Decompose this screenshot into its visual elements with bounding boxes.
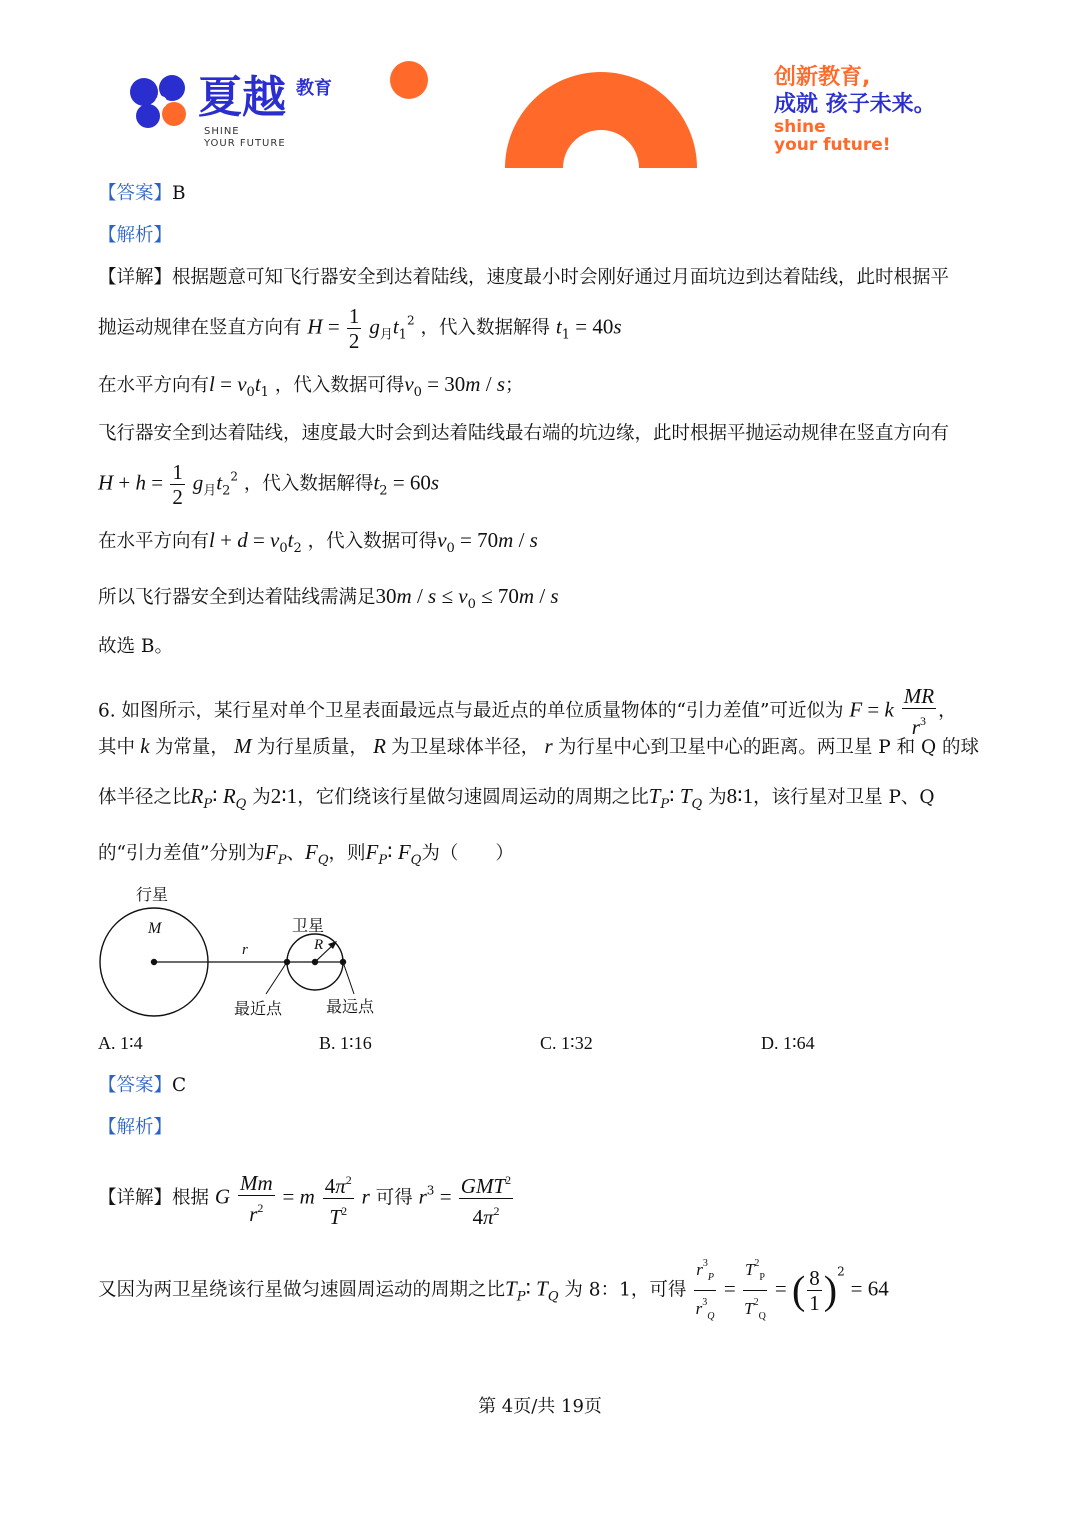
text: ，代入数据解得	[420, 317, 550, 339]
text: 为	[708, 787, 727, 808]
text: 为（ ）	[421, 843, 514, 864]
answer-value: B	[172, 183, 186, 204]
text: 根据	[172, 1187, 210, 1209]
fraction: $\frac{8}{1}$	[809, 1266, 820, 1315]
text: 在水平方向有	[98, 531, 210, 552]
text: 为	[252, 787, 271, 808]
q6-answer-line	[98, 1074, 186, 1098]
slogan-line1: 创新教育,	[774, 65, 871, 90]
text: 其中	[98, 737, 136, 758]
q5-detail-line5: H + h = $\frac{1}{2}$ $g_月t_2^2$ ，代入数据解得$t_2 = 60s$	[98, 460, 440, 509]
logo-text: 夏越	[198, 72, 286, 123]
satellite-label: 卫星	[292, 916, 325, 935]
moon-sub: 月	[379, 327, 393, 343]
option-c: C. 1∶32	[540, 1033, 593, 1053]
option-d: D. 1∶64	[761, 1033, 815, 1053]
q5-detail-line4	[98, 422, 949, 446]
text: 为 8：1，可得	[564, 1279, 687, 1301]
slogan	[774, 64, 974, 154]
option-a: A. 1∶4	[98, 1033, 143, 1053]
fraction: $\frac{1}{2}$	[172, 460, 183, 509]
slogan-line4: your future!	[774, 135, 891, 155]
text: 为行星质量，	[256, 737, 368, 758]
text: 可得	[375, 1187, 413, 1209]
q6-stem-line1: 6. 如图所示，某行星对单个卫星表面最远点与最近点的单位质量物体的“引力差值”可近似为 F = k $\frac{MR}{r^3}$ ，	[98, 684, 957, 739]
text: 为卫星球体半径，	[391, 737, 540, 758]
detail-tag: 【详解】	[98, 1187, 173, 1209]
radius-label: R	[314, 937, 324, 953]
q6-stem-line4: 的“引力差值”分别为$F_P$、$F_Q$，则$F_P∶$ $F_Q$为（ ）	[98, 840, 514, 868]
logo-en1: SHINE	[204, 126, 240, 137]
text: 的“引力差值”分别为	[98, 843, 265, 864]
q5-detail-line6: 在水平方向有$l + d = v_0t_2$ ，代入数据可得$v_0 = 70m / s$	[98, 528, 538, 556]
q6-stem-line2: 其中 k 为常量， M 为行星质量， R 为卫星球体半径， r 为行星中心到卫星中心的距离。两卫星 P 和 Q 的球	[98, 734, 980, 758]
text: 又因为两卫星绕该行星做匀速圆周运动的周期之比	[98, 1279, 506, 1301]
text: 在水平方向有	[98, 375, 210, 396]
q5-analysis-line	[98, 224, 172, 248]
text: 所以飞行器安全到达着陆线需满足	[98, 587, 376, 608]
header-banner	[0, 0, 1080, 180]
text: 为常量，	[154, 737, 229, 758]
slogan-line2: 成就 孩子未来。	[774, 92, 936, 117]
fraction: $\frac{r^3_P}{r^3_Q}$	[694, 1252, 716, 1329]
q6-stem-line3: 体半径之比$R_P∶$ $R_Q$ 为2∶1，它们绕该行星做匀速圆周运动的周期之比$T_P∶$ $T_Q$ 为8∶1，该行星对卫星 P、Q	[98, 784, 935, 812]
text: ，该行星对卫星 P、Q	[753, 787, 935, 808]
fraction: $\frac{MR}{r^3}$	[903, 684, 935, 739]
logo-sub: 教育	[296, 78, 332, 99]
text: ，代入数据解得	[243, 473, 374, 495]
planet-mass-label: M	[148, 920, 162, 937]
planet-satellite-diagram	[96, 880, 396, 1020]
option-b: B. 1∶16	[319, 1033, 372, 1053]
answer-value: C	[172, 1075, 187, 1096]
q5-detail-line1	[98, 266, 949, 290]
text: 飞行器安全到达着陆线，速度最大时会到达着陆线最右端的坑边缘，此时根据平抛运动规律在竖直方向有	[98, 423, 950, 444]
nearest-label: 最近点	[234, 999, 283, 1018]
text: 根据题意可知飞行器安全到达着陆线，速度最小时会刚好通过月面坑边到达着陆线，此时根据平	[172, 267, 950, 288]
q6-detail-line2: 又因为两卫星绕该行星做匀速圆周运动的周期之比$T_P∶$ $T_Q$ 为 8：1，可得 $\frac{r^3_P}{r^3_Q}$ = $\frac{T^2_P}{T^2_Q}$ = ( $\frac{8}{1}$ )$^2$ = 64	[98, 1252, 889, 1329]
text: 故选 B。	[98, 636, 173, 657]
brand-logo	[128, 72, 343, 152]
fraction: $\frac{GMT^2}{4\pi^2}$	[459, 1168, 513, 1229]
fraction: $\frac{4\pi^2}{T^2}$	[323, 1168, 354, 1229]
q6-detail-line1: 【详解】根据 G $\frac{Mm}{r^2}$ = m $\frac{4\pi^2}{T^2}$ r 可得 $r^3$ = $\frac{GMT^2}{4\pi^2}$	[98, 1168, 515, 1229]
text: 为行星中心到卫星中心的距离。两卫星 P 和 Q 的球	[557, 737, 980, 758]
text: 体半径之比	[98, 787, 191, 808]
q5-detail-line3: 在水平方向有$l = v_0t_1$ ，代入数据可得$v_0 = 30m / s$；	[98, 372, 524, 400]
farthest-leader	[343, 962, 354, 994]
q5-detail-line7: 所以飞行器安全到达着陆线需满足$30m / s \le v_0 \le 70m / s$	[98, 584, 559, 612]
text: ，代入数据可得	[307, 531, 438, 552]
fraction: $\frac{1}{2}$	[348, 304, 360, 353]
fraction: $\frac{T^2_P}{T^2_Q}$	[743, 1252, 767, 1329]
slogan-line3: shine	[774, 117, 826, 137]
farthest-label: 最远点	[326, 997, 375, 1016]
nearest-leader	[266, 962, 287, 994]
logo-en2: YOUR FUTURE	[204, 138, 286, 149]
q6-analysis-line	[98, 1116, 172, 1140]
q5-detail-line8	[98, 635, 173, 659]
text: ，代入数据可得	[274, 375, 405, 396]
analysis-tag: 【解析】	[98, 225, 173, 246]
moon-sub: 月	[203, 483, 217, 499]
formula: H	[307, 314, 323, 339]
text: 6. 如图所示，某行星对单个卫星表面最远点与最近点的单位质量物体的“引力差值”可近似为	[98, 700, 844, 722]
analysis-tag: 【解析】	[98, 1117, 173, 1138]
text: ，它们绕该行星做匀速圆周运动的周期之比	[297, 787, 649, 808]
text: ，则	[328, 843, 366, 864]
distance-label: r	[242, 942, 248, 958]
answer-tag: 【答案】	[98, 183, 173, 204]
q5-detail-line2: 抛运动规律在竖直方向有 H = $\frac{1}{2}$ $g_月t_1^2$ ，代入数据解得 $t_1 = 40s$	[98, 304, 622, 353]
flower-logo-icon	[128, 74, 192, 130]
text: 抛运动规律在竖直方向有	[98, 317, 302, 339]
page-footer: 第 4页/共 19页	[478, 1396, 602, 1417]
detail-tag: 【详解】	[98, 267, 173, 288]
planet-label: 行星	[136, 885, 169, 904]
text: 、	[286, 843, 306, 864]
q5-answer-line	[98, 182, 186, 206]
sun-arc-graphic	[385, 58, 705, 170]
fraction: $\frac{Mm}{r^2}$	[239, 1171, 273, 1226]
answer-tag: 【答案】	[98, 1075, 173, 1096]
